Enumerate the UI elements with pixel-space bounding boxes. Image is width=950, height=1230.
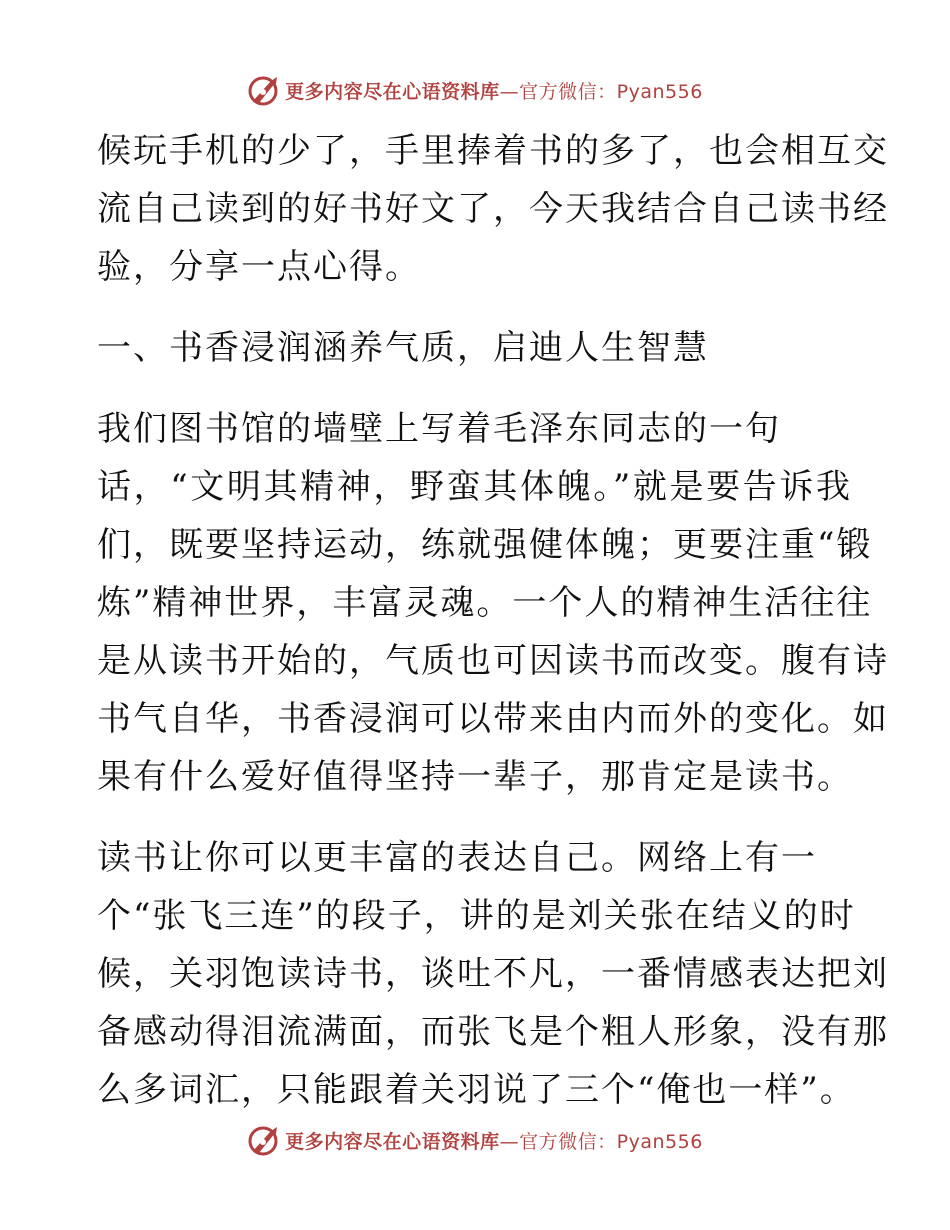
text-line: 备感动得泪流满面，而张飞是个粗人形象，没有那: [97, 1012, 889, 1052]
banner-text: [285, 77, 703, 104]
text-line: 个“张飞三连”的段子，讲的是刘关张在结义的时: [97, 896, 856, 936]
header-banner: [0, 70, 950, 110]
text-line: 们，既要坚持运动，练就强健体魄；更要注重“锻: [97, 525, 873, 565]
pen-logo-icon: [247, 73, 281, 107]
pen-logo-icon: [247, 1123, 281, 1157]
text-line: 流自己读到的好书好文了，今天我结合自己读书经: [97, 189, 889, 229]
text-line: 读书让你可以更丰富的表达自己。网络上有一: [97, 838, 817, 878]
banner-main-text: 更多内容尽在心语资料库: [285, 1130, 500, 1153]
banner-dash: —: [499, 80, 520, 103]
text-line: 炼”精神世界，丰富灵魂。一个人的精神生活往往: [97, 583, 873, 623]
text-line: 话，“文明其精神，野蛮其体魄。”就是要告诉我: [97, 467, 852, 507]
banner-main-text: 更多内容尽在心语资料库: [285, 80, 500, 103]
footer-banner: [0, 1120, 950, 1160]
banner-wechat-text: 官方微信：Pyan556: [519, 80, 703, 103]
section-heading: 一、书香浸润涵养气质，启迪人生智慧: [97, 328, 709, 368]
text-line: 是从读书开始的，气质也可因读书而改变。腹有诗: [97, 641, 889, 681]
banner-text: [285, 1127, 703, 1154]
banner-wechat-text: 官方微信：Pyan556: [519, 1130, 703, 1153]
text-line: 候，关羽饱读诗书，谈吐不凡，一番情感表达把刘: [97, 954, 889, 994]
document-body: [97, 122, 889, 1119]
text-line: 候玩手机的少了，手里捧着书的多了，也会相互交: [97, 131, 889, 171]
text-line: 我们图书馆的墙壁上写着毛泽东同志的一句: [97, 409, 781, 449]
text-line: 验，分享一点心得。: [97, 247, 421, 287]
text-line: 书气自华，书香浸润可以带来由内而外的变化。如: [97, 699, 889, 739]
banner-dash: —: [499, 1130, 520, 1153]
text-line: 果有什么爱好值得坚持一辈子，那肯定是读书。: [97, 757, 853, 797]
text-line: 么多词汇，只能跟着关羽说了三个“俺也一样”。: [97, 1070, 856, 1110]
